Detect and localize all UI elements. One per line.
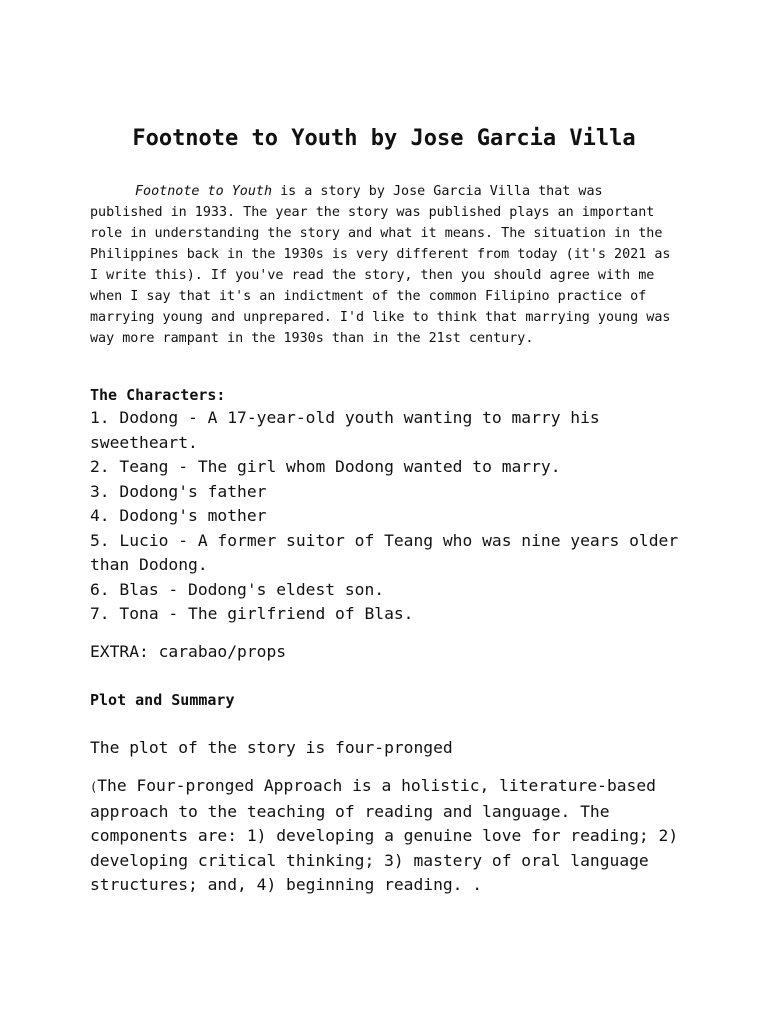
plot-intro-line: The plot of the story is four-pronged xyxy=(90,738,453,757)
character-item: 2. Teang - The girl whom Dodong wanted to marry. xyxy=(90,457,561,476)
document-title: Footnote to Youth by Jose Garcia Villa xyxy=(132,126,636,151)
character-item: 6. Blas - Dodong's eldest son. xyxy=(90,579,385,599)
approach-open-paren: ( xyxy=(90,780,98,794)
intro-paragraph xyxy=(90,181,680,349)
intro-body: is a story by Jose Garcia Villa that was published in 1933. The year the story was published plays an important role in understanding the story and what it means. The situation in the Philippines back in the 1930s is very different from today (it's 2021 as I write this). If you've read the story, then you should agree with me when I say that it's an indictment of the common Filipino practice of marrying young and unprepared. I'd like to think that marrying young was way more rampant in the 1930s than in the 21st century. xyxy=(90,184,671,346)
character-item: 3. Dodong's father xyxy=(90,481,267,501)
extra-note: EXTRA: carabao/props xyxy=(90,642,287,661)
character-item: 4. Dodong's mother xyxy=(90,506,267,525)
approach-text: The Four-pronged Approach is a holistic, literature-based approach to the teaching of reading and language. The components are: 1) developing a genuine love for reading; 2) developing critical thinking; 3) mastery of oral language structures; and, 4) beginning reading. . xyxy=(90,776,679,894)
characters-list xyxy=(90,406,690,627)
intro-story-title: Footnote to Youth xyxy=(135,184,273,199)
character-item: 7. Tona - The girlfriend of Blas. xyxy=(90,604,414,623)
character-item: 5. Lucio - A former suitor of Teang who was nine years older than Dodong. xyxy=(90,530,679,574)
approach-paragraph xyxy=(90,774,690,898)
plot-heading: Plot and Summary xyxy=(90,691,235,709)
character-item: 1. Dodong - A 17-year-old youth wanting to marry his sweetheart. xyxy=(90,408,600,452)
characters-heading: The Characters: xyxy=(90,386,226,404)
